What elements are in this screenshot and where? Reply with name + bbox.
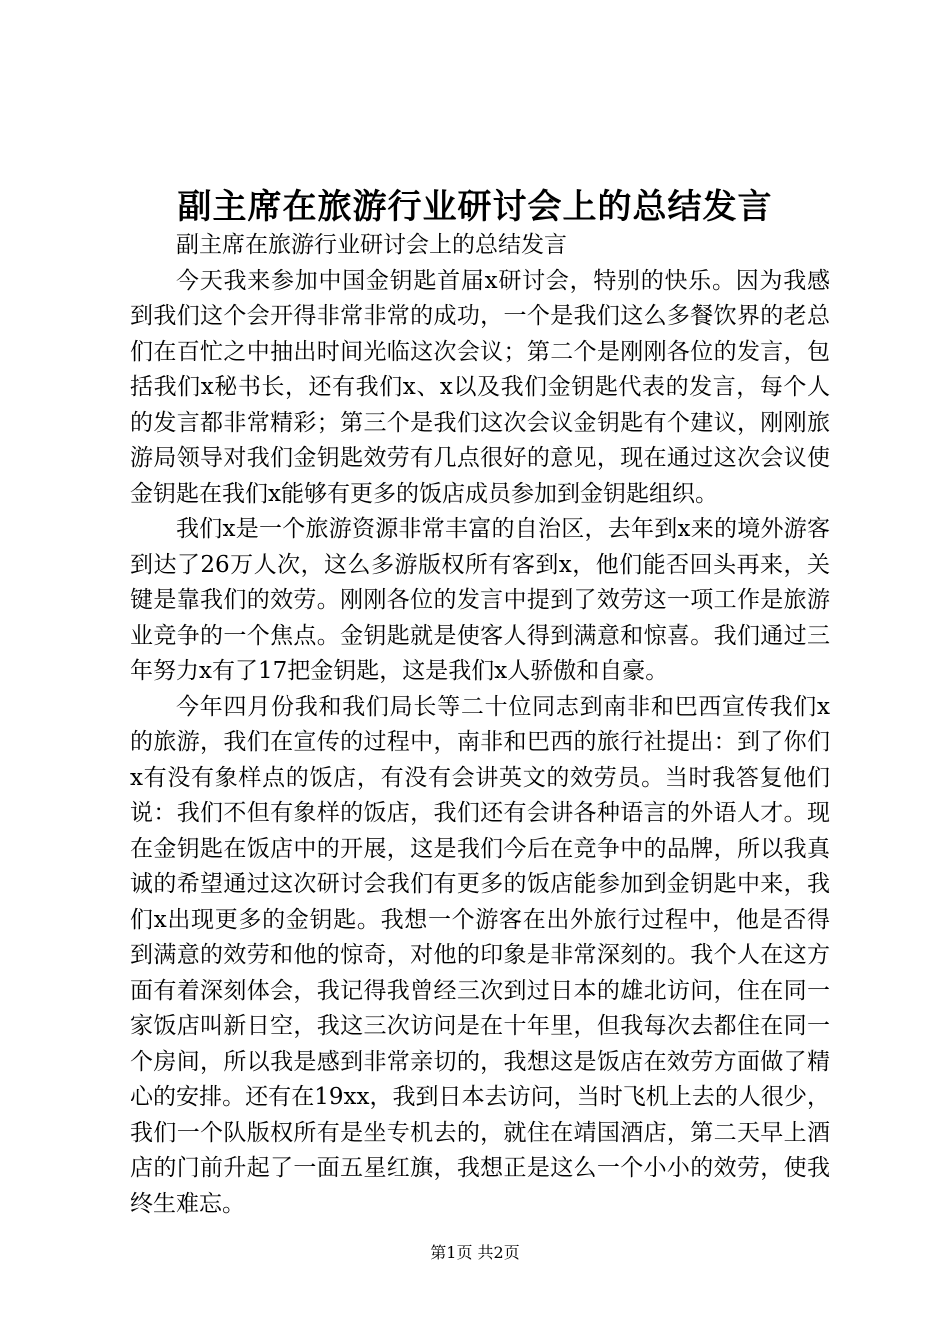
paragraph: 今天我来参加中国金钥匙首届x研讨会，特别的快乐。因为我感到我们这个会开得非常非常的成功，一个是我们这么多餐饮界的老总们在百忙之中抽出时间光临这次会议；第二个是刚刚各位的发言，包括我们x秘书长，还有我们x、x以及我们金钥匙代表的发言，每个人的发言都非常精彩；第三个是我们这次会议金钥匙有个建议，刚刚旅游局领导对我们金钥匙效劳有几点很好的意见，现在通过这次会议使金钥匙在我们x能够有更多的饭店成员参加到金钥匙组织。 <box>130 267 830 507</box>
paragraph: 今年四月份我和我们局长等二十位同志到南非和巴西宣传我们x的旅游，我们在宣传的过程中，南非和巴西的旅行社提出：到了你们x有没有象样点的饭店，有没有会讲英文的效劳员。当时我答复他们说：我们不但有象样的饭店，我们还有会讲各种语言的外语人才。现在金钥匙在饭店中的开展，这是我们今后在竞争中的品牌，所以我真诚的希望通过这次研讨会我们有更多的饭店能参加到金钥匙中来，我们x出现更多的金钥匙。我想一个游客在出外旅行过程中，他是否得到满意的效劳和他的惊奇，对他的印象是非常深刻的。我个人在这方面有着深刻体会，我记得我曾经三次到过日本的雄北访问，住在同一家饭店叫新日空，我这三次访问是在十年里，但我每次去都住在同一个房间，所以我是感到非常亲切的，我想这是饭店在效劳方面做了精心的安排。还有在19xx，我到日本去访问，当时飞机上去的人很少，我们一个队版权所有是坐专机去的，就住在靖国酒店，第二天早上酒店的门前升起了一面五星红旗，我想正是这么一个小小的效劳，使我终生难忘。 <box>130 693 830 1217</box>
subtitle-paragraph: 副主席在旅游行业研讨会上的总结发言 <box>176 232 567 258</box>
paragraph: 我们x是一个旅游资源非常丰富的自治区，去年到x来的境外游客到达了26万人次，这么多游版权所有客到x，他们能否回头再来，关键是靠我们的效劳。刚刚各位的发言中提到了效劳这一项工作是旅游业竞争的一个焦点。金钥匙就是使客人得到满意和惊喜。我们通过三年努力x有了17把金钥匙，这是我们x人骄傲和自豪。 <box>130 516 830 684</box>
document-body <box>130 228 830 1222</box>
document-title: 副主席在旅游行业研讨会上的总结发言 <box>177 186 773 227</box>
page-number-footer: 第1页 共2页 <box>430 1243 520 1262</box>
